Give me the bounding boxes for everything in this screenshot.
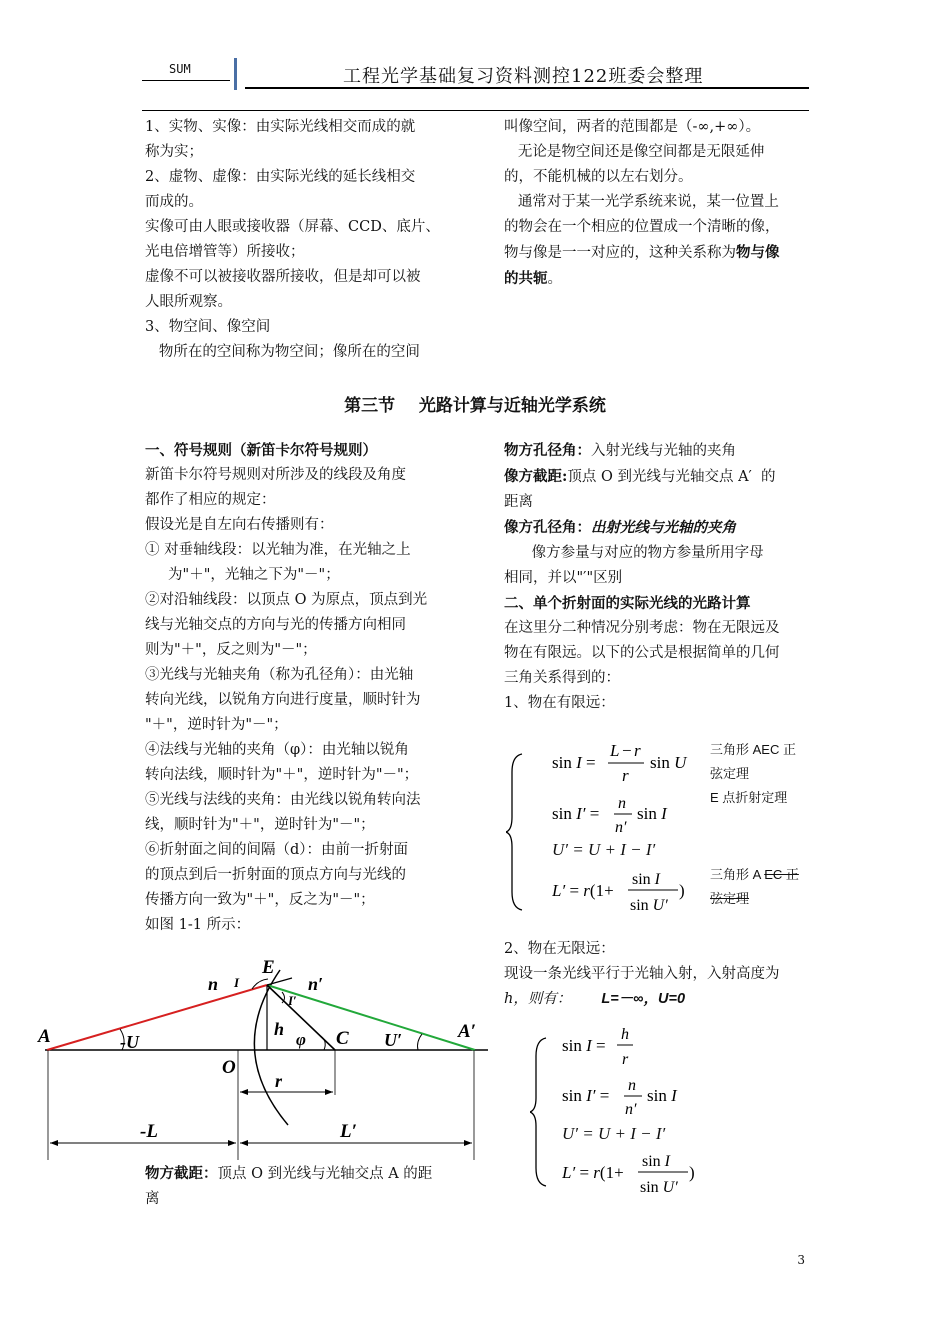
svg-text:r: r <box>634 741 641 760</box>
text-line: 在这里分二种情况分别考虑：物在无限远及 <box>504 620 780 636</box>
label-n-prime: n′ <box>308 974 324 994</box>
label-c: C <box>336 1028 349 1049</box>
svg-text:): ) <box>679 881 685 900</box>
equation-sin-i-prime-inf-svg <box>562 1074 712 1122</box>
text-line: 物在有限远。以下的公式是根据简单的几何 <box>504 645 780 661</box>
text-line: 光电倍增管等）所接收； <box>145 244 305 260</box>
text-line: 1、实物、实像：由实际光线相交而成的就 <box>145 119 416 135</box>
label-minus-l: -L <box>140 1121 158 1142</box>
note-line <box>710 863 799 887</box>
text-line: 都作了相应的规定： <box>145 492 276 508</box>
bold-term: 的共轭 <box>504 270 548 287</box>
text-line: 2、物在无限远： <box>504 941 615 957</box>
text-line <box>145 1161 432 1187</box>
text-line: 的物会在一个相应的位置成一个清晰的像， <box>504 219 780 235</box>
page-number: 3 <box>797 1253 805 1267</box>
right-column <box>504 438 780 716</box>
top-divider <box>142 110 809 111</box>
text-line <box>504 464 780 490</box>
svg-text:sin I =: sin I = <box>562 1036 606 1055</box>
label-i-prime: I′ <box>288 993 297 1008</box>
text-line: 离 <box>145 1191 160 1207</box>
text-line: 2、虚物、虚像：由实际光线的延长线相交 <box>145 169 416 185</box>
text-line: 人眼所观察。 <box>145 294 232 310</box>
ray-extension <box>267 978 292 985</box>
text-line: 则为"＋"，反之则为"－"； <box>145 642 317 658</box>
text-line: 实像可由人眼或接收器（屏幕、CCD、底片、 <box>145 219 440 235</box>
bold-italic-term: 出射光线与光轴的夹角 <box>591 519 736 536</box>
text-line: 3、物空间、像空间 <box>145 319 271 335</box>
equation-sin-i-finite <box>552 738 712 788</box>
equation-note-2 <box>710 863 799 911</box>
right-column-case2 <box>504 937 780 1012</box>
svg-text:sin U′: sin U′ <box>640 1179 678 1196</box>
svg-text:sin I: sin I <box>632 871 660 888</box>
text-run: 物与像是一一对应的，这种关系称为 <box>504 245 736 261</box>
label-e: E <box>262 957 275 978</box>
header-title: 工程光学基础复习资料测控122班委会整理 <box>343 66 704 87</box>
text-line <box>504 515 780 541</box>
equation-sin-i-infinite <box>562 1022 682 1072</box>
left-column <box>145 438 427 938</box>
text-line: 三角关系得到的： <box>504 670 620 686</box>
header-left-underline <box>142 80 230 81</box>
bold-term: 物方孔径角： <box>504 442 591 459</box>
text-line: 线，顺时针为"＋"，逆时针为"－"； <box>145 817 375 833</box>
note-line: 弦定理 <box>710 891 750 906</box>
text-line: ⑥折射面之间的间隔（d）：由前一折射面 <box>145 842 409 858</box>
condition: L=－∞，U=0 <box>601 991 686 1007</box>
label-a-prime: A′ <box>458 1021 477 1042</box>
header-blue-bar <box>234 58 237 90</box>
text-run: 入射光线与光轴的夹角 <box>591 443 736 459</box>
text-line <box>504 438 780 464</box>
bold-term: 物方截距： <box>145 1165 218 1182</box>
text-line: ②对沿轴线段：以顶点 O 为原点，顶点到光 <box>145 592 428 608</box>
text-line <box>504 240 780 266</box>
svg-text:): ) <box>689 1163 695 1182</box>
bold-term: 物与像 <box>736 244 780 261</box>
figure-caption <box>145 1161 432 1212</box>
svg-text:L′ = r(1+: L′ = r(1+ <box>552 881 614 900</box>
svg-text:n: n <box>618 795 626 812</box>
label-h: h <box>274 1019 285 1039</box>
equation-sin-i-prime-finite <box>552 792 712 840</box>
equation-u-prime-infinite: U′ = U + I − I′ <box>562 1124 666 1143</box>
text-line: 线与光轴交点的方向与光的传播方向相同 <box>145 617 406 633</box>
text-run: 。 <box>547 271 562 287</box>
equation-u-prime-finite: U′ = U + I − I′ <box>552 840 656 859</box>
angle-arc-phi <box>319 1035 325 1050</box>
text-run: 顶点 O 到光线与光轴交点 A′ 的 <box>567 469 776 485</box>
equation-sin-i-svg <box>552 738 712 788</box>
arrow-head <box>325 1089 333 1095</box>
text-line: "＋"，逆时针为"－"； <box>145 717 288 733</box>
text-line: 像方参量与对应的物方参量所用字母 <box>504 545 764 561</box>
text-line: 虚像不可以被接收器所接收，但是却可以被 <box>145 269 421 285</box>
text-line: 为"＋"，光轴之下为"－"； <box>145 567 340 583</box>
text-line: 1、物在有限远： <box>504 695 615 711</box>
figure-1-1 <box>30 945 500 1165</box>
text-line: 通常对于某一光学系统来说，某一位置上 <box>504 194 779 210</box>
text-line: 而成的。 <box>145 194 203 210</box>
svg-text:sin I: sin I <box>642 1153 670 1170</box>
svg-text:sin I: sin I <box>647 1086 677 1105</box>
bold-term: 像方孔径角： <box>504 519 591 536</box>
equation-l-prime-finite <box>552 868 712 918</box>
bold-term: 像方截距: <box>504 468 568 485</box>
text-line: 无论是物空间还是像空间都是无限延伸 <box>504 144 765 160</box>
header-rule <box>245 87 809 89</box>
svg-text:sin I: sin I <box>637 804 667 823</box>
text-line: ③光线与光轴夹角（称为孔径角）：由光轴 <box>145 667 414 683</box>
svg-text:−: − <box>622 741 632 760</box>
label-n: n <box>208 974 219 994</box>
svg-text:sin I′ =: sin I′ = <box>562 1086 610 1105</box>
label-u-prime: U′ <box>384 1030 403 1050</box>
text-line: 现设一条光线平行于光轴入射，入射高度为 <box>504 966 780 982</box>
text-line: ⑤光线与法线的夹角：由光线以锐角转向法 <box>145 792 421 808</box>
text-line: 距离 <box>504 494 533 510</box>
text-line: 相同，并以"′"区别 <box>504 570 623 586</box>
svg-text:sin I =: sin I = <box>552 753 596 772</box>
label-phi: φ <box>296 1030 306 1049</box>
incident-ray <box>47 985 267 1050</box>
header-left-label: SUM <box>169 62 191 76</box>
svg-text:sin I′ =: sin I′ = <box>552 804 600 823</box>
text-line: 叫像空间，两者的范围都是（-∞,+∞）。 <box>504 119 761 135</box>
subsection-heading: 一、符号规则（新笛卡尔符号规则） <box>145 442 377 459</box>
text-line: 转向光线，以锐角方向进行度量，顺时针为 <box>145 692 421 708</box>
text-line: ① 对垂轴线段：以光轴为准，在光轴之上 <box>145 542 411 558</box>
svg-text:h: h <box>621 1026 629 1043</box>
text-line <box>504 987 780 1012</box>
equation-l-prime-infinite <box>562 1150 712 1200</box>
text-run: h，则有： <box>504 991 572 1007</box>
note-line: 三角形 AEC 正 <box>710 742 796 757</box>
top-left-column <box>145 115 440 365</box>
text-line <box>504 266 780 292</box>
label-a: A <box>38 1026 51 1047</box>
text-line: 称为实； <box>145 144 203 160</box>
label-r: r <box>275 1071 283 1091</box>
equation-sin-i-inf-svg <box>562 1022 682 1072</box>
section-title: 第三节 光路计算与近轴光学系统 <box>344 396 606 416</box>
svg-text:L: L <box>610 741 620 760</box>
svg-text:sin U′: sin U′ <box>630 897 668 914</box>
arrow-head <box>240 1140 248 1146</box>
text-line: 假设光是自左向右传播则有： <box>145 517 334 533</box>
note-line: E 点折射定理 <box>710 790 788 805</box>
svg-text:r: r <box>622 1051 629 1068</box>
subsection-heading: 二、单个折射面的实际光线的光路计算 <box>504 595 751 612</box>
svg-text:n′: n′ <box>615 819 627 836</box>
svg-text:L′ = r(1+: L′ = r(1+ <box>562 1163 624 1182</box>
arrow-head <box>50 1140 58 1146</box>
svg-text:n′: n′ <box>625 1101 637 1118</box>
label-i: I <box>234 975 240 990</box>
arrow-head <box>228 1140 236 1146</box>
note-strike: EC 正 <box>764 867 799 882</box>
arrow-head <box>464 1140 472 1146</box>
top-right-column <box>504 115 780 292</box>
text-line: 转向法线，顺时针为"＋"，逆时针为"－"； <box>145 767 419 783</box>
text-line: 如图 1-1 所示： <box>145 917 251 933</box>
angle-arc-u-prime <box>418 1034 423 1050</box>
equation-sin-i-prime-infinite <box>562 1074 712 1122</box>
text-line: ④法线与光轴的夹角（φ）：由光轴以锐角 <box>145 742 409 758</box>
equation-l-prime-inf-svg <box>562 1150 712 1200</box>
equation-l-prime-svg <box>552 868 712 918</box>
text-run: 顶点 O 到光线与光轴交点 A 的距 <box>217 1166 433 1182</box>
brace-finite <box>506 752 526 912</box>
text-line: 的，不能机械的以左右划分。 <box>504 169 693 185</box>
svg-text:r: r <box>622 766 629 785</box>
equation-note-1 <box>710 738 796 810</box>
label-minus-u: -U <box>120 1032 139 1052</box>
arrow-head <box>240 1089 248 1095</box>
brace-infinite <box>530 1036 550 1188</box>
text-line: 新笛卡尔符号规则对所涉及的线段及角度 <box>145 467 406 483</box>
svg-text:n: n <box>628 1077 636 1094</box>
text-line: 物所在的空间称为物空间；像所在的空间 <box>145 344 420 360</box>
label-l-prime: L′ <box>340 1121 357 1142</box>
equation-sin-i-prime-svg <box>552 792 712 840</box>
svg-text:sin U: sin U <box>650 753 687 772</box>
text-line: 的顶点到后一折射面的顶点方向与光线的 <box>145 867 406 883</box>
text-line: 传播方向一致为"＋"，反之为"－"； <box>145 892 375 908</box>
note-run: 三角形 A <box>710 867 761 882</box>
note-line: 弦定理 <box>710 766 750 781</box>
label-o: O <box>222 1057 236 1078</box>
